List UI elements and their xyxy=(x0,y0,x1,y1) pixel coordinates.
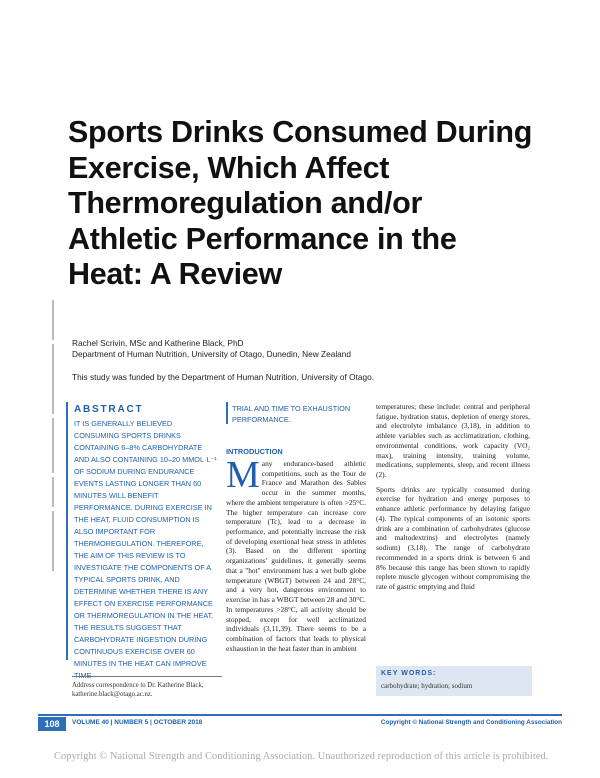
introduction-heading: INTRODUCTION xyxy=(226,447,283,456)
issue-info: VOLUME 40 | NUMBER 5 | OCTOBER 2018 xyxy=(72,719,203,726)
page-number: 108 xyxy=(38,717,66,731)
introduction-text: any endurance-based athletic competitions, such as the Tour de France and Marathon des Sables occur in the summer months, where the ambient temperature is often >25°C. The higher temperature can increase core temperature (Tc), lead to a decrease in performance, and potentially increase the risk of developing exertional heat stress in athletes (3). Based on the different sporting organizations' guidelines, it generally seems that a "hot" environment has a wet bulb globe temperature (WBGT) between 24 and 28°C, and a very hot, dangerous environment to exercise in has a WBGT between 28 and 30°C. In temperatures >28°C, all activity should be stopped, except for well acclimatized individuals (3,11,39). There seems to be a combination of factors that leads to physical exhaustion in the heat faster than in ambient xyxy=(226,459,366,653)
body-paragraph: Sports drinks are typically consumed during exercise for hydration and energy purposes to enhance athletic performance by delaying fatigue (4). The typical components of an isotonic sports drink are a combination of carbohydrates (glucose and maltodextrins) and electrolytes (namely sodium) (3,18). The range of carbohydrate recommended in a sports drink is between 6 and 8% because this range has been shown to rapidly replete muscle glycogen without compromising the rate of gastric emptying and fluid xyxy=(376,484,530,591)
abstract-rule xyxy=(66,402,68,660)
dropcap: M xyxy=(226,454,260,496)
author-block xyxy=(72,338,351,360)
vertical-sidebar-text xyxy=(50,300,56,620)
copyright-watermark: Copyright © National Strength and Conditioning Association. Unauthorized reproduction of this article is prohibited. xyxy=(54,751,549,762)
body-column-3 xyxy=(376,402,530,597)
footer-copyright: Copyright © National Strength and Conditioning Association xyxy=(380,719,562,726)
abstract-continuation xyxy=(226,402,364,424)
page-footer xyxy=(38,714,562,728)
abstract-heading: ABSTRACT xyxy=(74,404,144,415)
body-column-2 xyxy=(226,454,366,653)
affiliation: Department of Human Nutrition, University of Otago, Dunedin, New Zealand xyxy=(72,349,351,359)
article-title: Sports Drinks Consumed During Exercise, Which Affect Thermoregulation and/or Athletic Performance in the Heat: A Review xyxy=(68,115,533,291)
abstract-box xyxy=(66,402,218,680)
abstract-continuation-rule xyxy=(226,402,228,424)
keywords-text: carbohydrate; hydration; sodium xyxy=(381,682,473,690)
body-paragraph: temperatures; these include: central and peripheral fatigue, hydration status, depletion of energy stores, and electrolyte imbalance (3,18), in addition to athlete variables such as acclimatization, clothing, environmental conditions, work capacity (VO₂ max), training intensity, training volume, medications, supplements, sleep, and recent illness (2). xyxy=(376,402,530,480)
keywords-box xyxy=(376,666,532,696)
keywords-heading: KEY WORDS: xyxy=(381,670,437,677)
abstract-text: IT IS GENERALLY BELIEVED CONSUMING SPORTS DRINKS CONTAINING 6–8% CARBOHYDRATE AND ALSO CONTAINING 10–20 MMOL·L⁻¹ OF SODIUM DURING ENDURANCE EVENTS LASTING LONGER THAN 60 MINUTES WILL BENEFIT PERFORMANCE. DURING EXERCISE IN THE HEAT, FLUID CONSUMPTION IS ALSO IMPORTANT FOR THERMOREGULATION. THEREFORE, THE AIM OF THIS REVIEW IS TO INVESTIGATE THE COMPONENTS OF A TYPICAL SPORTS DRINK, AND DETERMINE WHETHER THERE IS ANY EFFECT ON EXERCISE PERFORMANCE OR THERMOREGULATION IN THE HEAT. THE RESULTS SUGGEST THAT CARBOHYDRATE INGESTION DURING CONTINUOUS EXERCISE OVER 60 MINUTES IN THE HEAT CAN IMPROVE TIME xyxy=(74,419,217,680)
funding-note: This study was funded by the Department of Human Nutrition, University of Otago. xyxy=(72,372,375,382)
abstract-continuation-text: TRIAL AND TIME TO EXHAUSTION PERFORMANCE. xyxy=(232,404,351,424)
authors: Rachel Scrivin, MSc and Katherine Black, PhD xyxy=(72,338,244,348)
correspondence-address: Address correspondence to Dr. Katherine Black, katherine.black@otago.ac.nz. xyxy=(72,676,222,699)
